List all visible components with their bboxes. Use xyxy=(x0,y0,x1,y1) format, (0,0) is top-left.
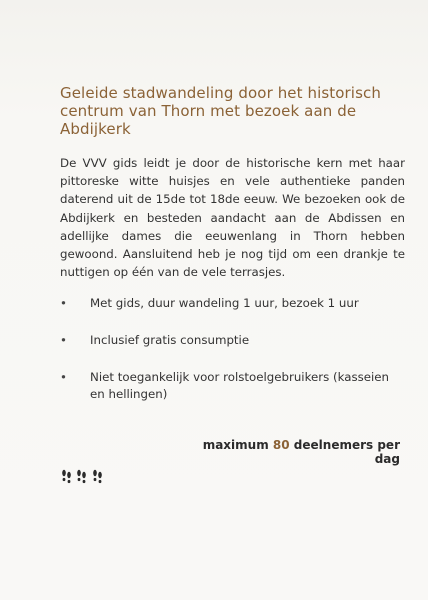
page-title: Geleide stadwandeling door het historisch centrum van Thorn met bezoek aan de Abdijkerk xyxy=(60,84,381,138)
max-number: 80 xyxy=(272,438,290,452)
max-participants-note xyxy=(190,438,400,466)
list-item: • Met gids, duur wandeling 1 uur, bezoek 1 uur xyxy=(60,295,410,312)
max-suffix: deelnemers per dag xyxy=(293,438,400,466)
list-item: • Inclusief gratis consumptie xyxy=(60,332,410,349)
intro-paragraph: De VVV gids leidt je door de historische kern met haar pittoreske witte huisjes en vele authentieke panden daterend uit de 15de tot 18de eeuw. We bezoeken ook de Abdijkerk en besteden aandacht aan de Abdissen en adellijke dames die eeuwenlang in Thorn hebben gewoond. Aansluitend heb je nog tijd om een drankje te nuttigen op één van de vele terrasjes. xyxy=(60,156,405,280)
footprints-icon xyxy=(60,468,110,486)
list-item: • Niet toegankelijk voor rolstoelgebruikers (kasseien en hellingen) xyxy=(60,369,406,403)
max-prefix: maximum xyxy=(202,438,269,452)
